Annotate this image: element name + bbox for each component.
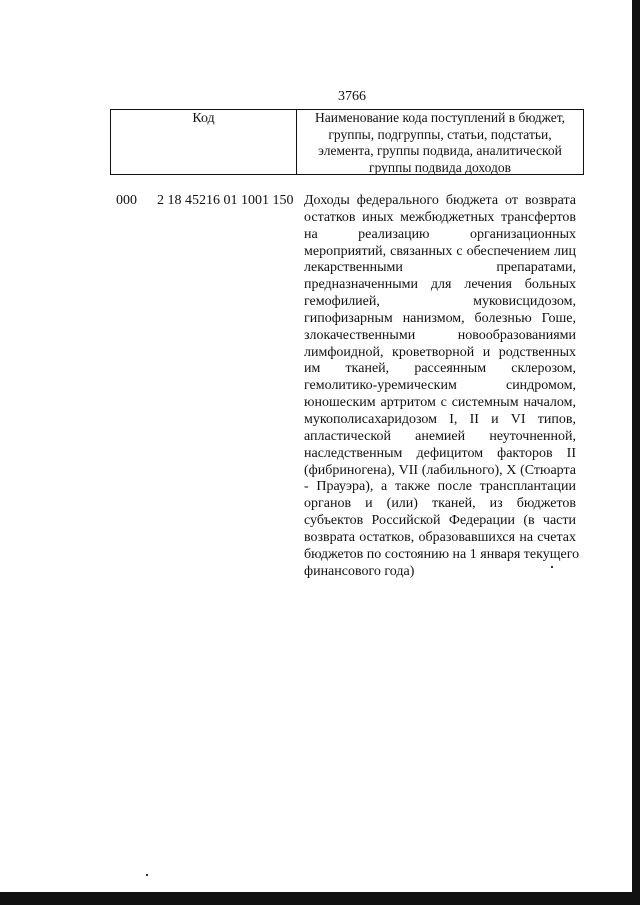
page-number: 3766 [338,89,366,104]
description-line: на реализацию организационных [304,226,576,242]
description-line: бюджетов по состоянию на 1 января текущего [304,546,580,562]
header-table [110,109,584,175]
scan-edge-right [632,0,640,905]
description-line: Доходы федерального бюджета от возврата [304,193,576,208]
description-line: (фибриногена), VII (лабильного), X (Стюарта [304,462,576,478]
row-admin-code: 000 [116,193,137,208]
description-line: мукополисахаридозом I, II и VI типов, [304,411,576,427]
header-code-label: Код [111,110,297,174]
description-line: гемофилией, муковисцидозом, [304,294,576,310]
description-line: остатков иных межбюджетных трансфертов [304,209,576,225]
description-line: лекарственными препаратами, [304,260,576,276]
description-line: юношеским артритом с системным началом, [304,395,576,411]
description-line: финансового года) [304,563,415,579]
description-line: предназначенными для лечения больных [304,277,576,293]
description-line: им тканей, рассеянным склерозом, [304,361,576,377]
header-name-label: Наименование кода поступлений в бюджет, группы, подгруппы, статьи, подстатьи, элемента, группы подвида, аналитической группы подвида доходов [314,110,565,175]
description-line: апластической анемией неуточненной, [304,428,576,444]
description-line: субъектов Российской Федерации (в части [304,513,576,529]
description-line: - Прауэра), а также после трансплантации [304,479,576,495]
description-line: возврата остатков, образовавшихся на счетах [304,529,576,545]
description-line: гемолитико-уремическим синдромом, [304,378,576,394]
description-line: гипофизарным нанизмом, болезнью Гоше, [304,310,576,326]
scan-speck [551,566,553,568]
row-description [304,193,580,580]
description-line: злокачественными новообразованиями [304,327,576,343]
row-income-code: 2 18 45216 01 1001 150 [157,193,294,208]
description-line: наследственным дефицитом факторов II [304,445,576,461]
description-line: лимфоидной, кроветворной и родственных [304,344,576,360]
description-line: мероприятий, связанных с обеспечением лиц [304,243,576,259]
scan-speck [146,874,148,876]
scan-edge-bottom [0,892,640,905]
description-line: органов и (или) тканей, из бюджетов [304,496,576,512]
